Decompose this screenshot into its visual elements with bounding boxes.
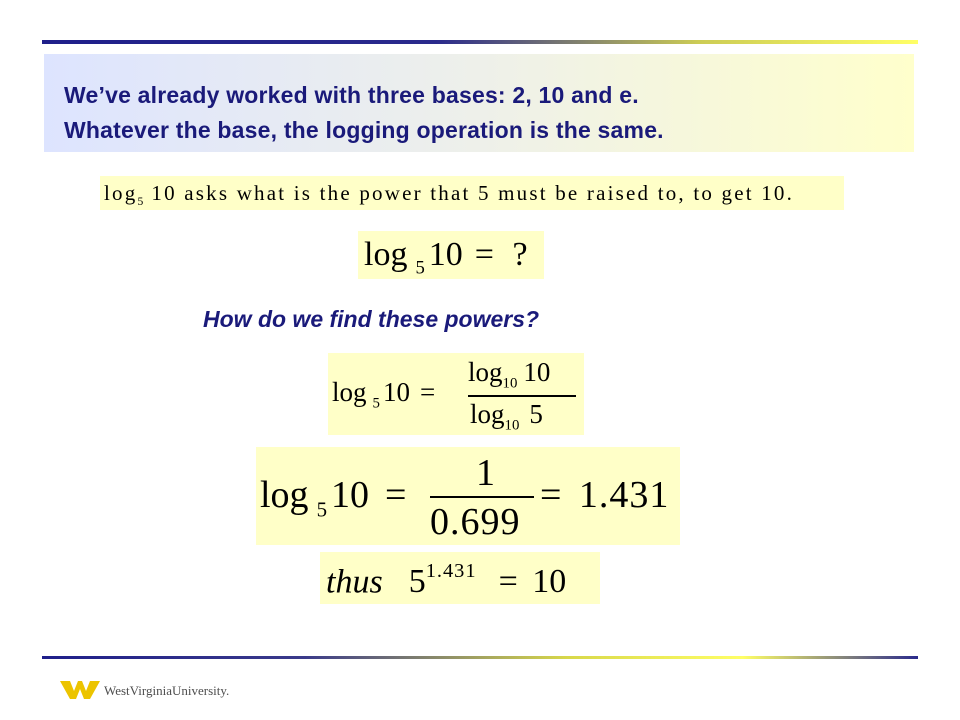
top-rule (42, 40, 918, 44)
eq4-word: thus (326, 563, 383, 601)
equation-evaluate (256, 447, 680, 545)
eq3-equals: = (385, 474, 407, 516)
eq2-lhs-base: 5 (372, 395, 380, 412)
eq2-den-base: 10 (504, 417, 520, 434)
eq4-exponent: 1.431 (425, 560, 477, 582)
wvu-logo-text: WestVirginiaUniversity. (104, 683, 230, 698)
eq2-numerator (468, 357, 550, 393)
eq4-rhs: = 10 (498, 563, 567, 601)
eq2-num-base: 10 (502, 375, 518, 392)
eq3-fraction-bar (430, 496, 534, 498)
equation-thus (320, 552, 600, 604)
eq1-arg: 10 (428, 236, 463, 273)
eq3-result: = 1.431 (540, 474, 670, 516)
eq1-rhs: = ? (474, 236, 528, 273)
question-text: How do we find these powers? (203, 306, 540, 332)
eq2-denominator (470, 399, 543, 435)
equation-log5-question (358, 231, 544, 279)
eq2-fraction-bar (468, 395, 576, 397)
intro-statement (100, 176, 844, 210)
eq2-den-arg: 5 (529, 399, 543, 429)
eq3-denominator: 0.699 (430, 501, 521, 543)
eq3-arg: 10 (331, 474, 370, 516)
intro-rest: asks what is the power that 5 must be raised to, to get 10. (176, 181, 795, 205)
heading-line-1: We’ve already worked with three bases: 2, 10 and e. (64, 82, 639, 108)
eq2-lhs-arg: 10 (382, 377, 410, 407)
eq2-den-log: log (470, 399, 505, 429)
eq4-base: 5 (408, 563, 426, 601)
bottom-rule (42, 656, 918, 659)
heading-line-2: Whatever the base, the logging operation is the same. (64, 117, 664, 143)
eq1-log: log (364, 236, 408, 273)
eq2-equals: = (419, 377, 436, 407)
eq3-numerator: 1 (476, 452, 495, 494)
intro-base: 5 (137, 196, 146, 209)
eq3-log: log (260, 474, 309, 516)
eq2-num-log: log (468, 357, 503, 387)
eq2-num-arg: 10 (523, 357, 551, 387)
eq3-base: 5 (316, 497, 328, 522)
wvu-flying-wv-icon (60, 681, 100, 699)
intro-arg: 10 (151, 181, 177, 205)
intro-log: log (104, 181, 138, 205)
equation-change-of-base (328, 353, 584, 435)
eq1-base: 5 (415, 257, 425, 279)
eq2-lhs-log: log (332, 377, 367, 407)
wvu-logo (60, 677, 260, 703)
